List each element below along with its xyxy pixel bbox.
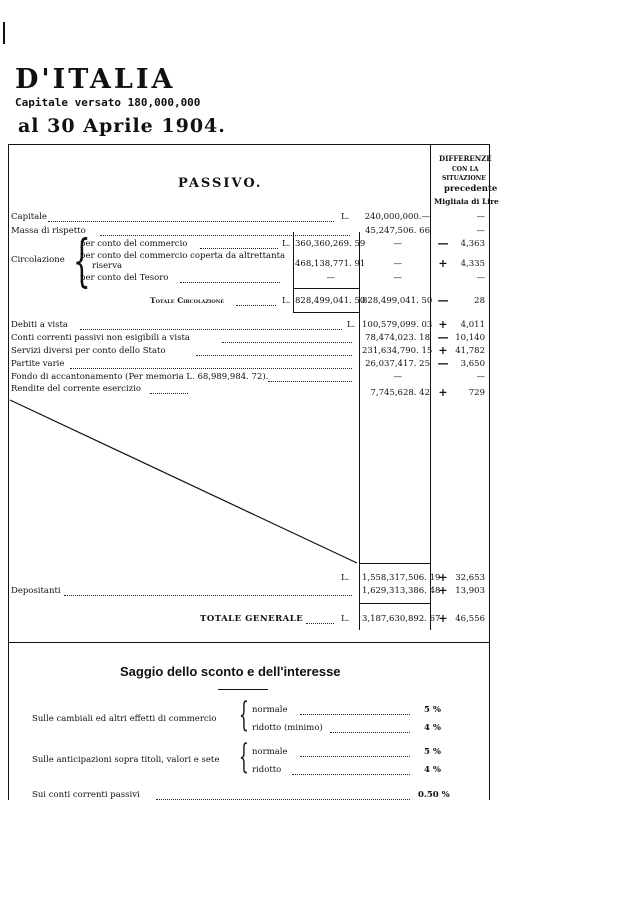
depositanti-label: Depositanti — [11, 586, 61, 596]
cambiali-label: Sulle cambiali ed altri effetti di commercio — [32, 714, 217, 724]
rendite-amount: 7,745,628. 42 — [370, 388, 430, 398]
rendite-sign: + — [438, 386, 448, 399]
diff-heading-1: DIFFERENZE — [439, 154, 492, 163]
totale-circolazione-sub: 828,499,041. 50 — [295, 296, 366, 306]
fondo-amount: — — [393, 372, 402, 382]
cambiali-ridotto-label: ridotto (minimo) — [252, 723, 323, 733]
circolazione-row-2-amount: — — [393, 259, 402, 269]
totale-circolazione-currency: L. — [282, 296, 291, 306]
conti-correnti-label: Conti correnti passivi non esigibili a vista — [11, 333, 190, 343]
partite-varie-label: Partite varie — [11, 359, 65, 369]
circolazione-row-3-amount: — — [393, 273, 402, 283]
circolazione-brace: { — [72, 229, 91, 294]
anticipazioni-brace: { — [238, 737, 249, 777]
diff-heading-3: SITUAZIONE — [442, 175, 486, 182]
circolazione-row-3-label: per conto del Tesoro — [80, 273, 169, 283]
capitale-diff: — — [476, 212, 485, 222]
totale-generale-diff: 46,556 — [455, 614, 485, 624]
depositanti-sign: + — [438, 584, 448, 597]
totale-generale-leader — [306, 623, 334, 624]
circolazione-row-2-sub: 468,138,771. 91 — [295, 259, 366, 269]
massa-diff: — — [476, 226, 485, 236]
circolazione-row-2-label-cont: riserva — [92, 261, 123, 271]
anticipazioni-ridotto-leader — [292, 774, 410, 775]
totale-circolazione-amount: 828,499,041. 50 — [362, 296, 433, 306]
totale-generale-amount: 3,187,630,892. 67 — [362, 614, 441, 624]
conti-passivi-rate: 0.50 % — [418, 790, 450, 800]
saggio-title-underline — [218, 689, 268, 690]
depositanti-leader — [64, 595, 352, 596]
circolazione-row-3-diff: — — [476, 273, 485, 283]
servizi-sign: + — [438, 344, 448, 357]
conti-passivi-leader — [156, 799, 410, 800]
circolazione-row-1-diff: 4,363 — [460, 239, 485, 249]
passivo-heading: PASSIVO. — [178, 176, 263, 191]
conti-correnti-sign: — — [437, 331, 449, 344]
servizi-label: Servizi diversi per conto dello Stato — [11, 346, 166, 356]
subtotal-currency: L. — [341, 573, 350, 583]
servizi-amount: 231,634,790. 15 — [362, 346, 433, 356]
subtotal-diff: 32,653 — [455, 573, 485, 583]
fondo-label: Fondo di accantonamento (Per memoria L. 68,989,984. 72). — [11, 372, 269, 382]
capitale-currency: L. — [341, 212, 350, 222]
anticipazioni-label: Sulle anticipazioni sopra titoli, valori e sete — [32, 755, 220, 765]
depositanti-diff: 13,903 — [455, 586, 485, 596]
fondo-diff: — — [476, 372, 485, 382]
report-date: al 30 Aprile 1904. — [18, 115, 226, 137]
circolazione-row-1-label: per conto del commercio — [80, 239, 188, 249]
anticipazioni-normale-leader — [300, 756, 410, 757]
debiti-currency: L. — [347, 320, 356, 330]
circolazione-row-1-sub: 360,360,269. 59 — [295, 239, 366, 249]
servizi-diff: 41,782 — [455, 346, 485, 356]
subtotal-rule — [359, 563, 430, 564]
totale-generale-top-rule — [359, 603, 430, 604]
debiti-sign: + — [438, 318, 448, 331]
cambiali-normale-rate: 5 % — [424, 705, 441, 715]
saggio-title: Saggio dello sconto e dell'interesse — [120, 664, 341, 679]
circolazione-row-2-sign: + — [438, 257, 448, 270]
subtotal-sign: + — [438, 571, 448, 584]
anticipazioni-ridotto-label: ridotto — [252, 765, 282, 775]
anticipazioni-normale-rate: 5 % — [424, 747, 441, 757]
debiti-amount: 100,579,099. 03 — [362, 320, 433, 330]
diff-heading-4: precedente — [444, 184, 498, 194]
totale-generale-currency: L. — [341, 614, 350, 624]
circolazione-row-3-sub: — — [326, 273, 335, 283]
totale-circolazione-sign: — — [437, 294, 449, 307]
cambiali-normale-label: normale — [252, 705, 288, 715]
rendite-label: Rendite del corrente esercizio — [11, 384, 142, 394]
conti-correnti-diff: 10,140 — [455, 333, 485, 343]
circolazione-row-1-amount: — — [393, 239, 402, 249]
cambiali-ridotto-leader — [330, 732, 410, 733]
capitale-amount: 240,000,000.— — [364, 212, 430, 222]
cambiali-normale-leader — [300, 714, 410, 715]
circolazione-row-1-currency: L. — [282, 239, 291, 249]
capitale-label: Capitale — [11, 212, 47, 222]
diff-heading-2: CON LA — [452, 166, 479, 173]
massa-label: Massa di rispetto — [11, 226, 86, 236]
cambiali-brace: { — [238, 695, 249, 735]
circolazione-label: Circolazione — [11, 255, 65, 265]
diff-heading-5: Migliaia di Lire — [434, 197, 499, 206]
subtotal-amount: 1,558,317,506. 19 — [362, 573, 441, 583]
circolazione-row-2-label: per conto del commercio coperta da altrettanta — [80, 251, 286, 261]
debiti-diff: 4,011 — [460, 320, 485, 330]
partite-varie-diff: 3,650 — [460, 359, 485, 369]
bank-title: D'ITALIA — [15, 64, 176, 95]
capital-note: Capitale versato 180,000,000 — [15, 96, 201, 109]
massa-amount: 45,247,506. 66 — [365, 226, 430, 236]
circolazione-row-1-sign: — — [437, 237, 449, 250]
partite-varie-amount: 26,037,417. 25 — [365, 359, 430, 369]
totale-circolazione-diff: 28 — [474, 296, 485, 306]
rendite-diff: 729 — [468, 388, 485, 398]
conti-passivi-label: Sui conti correnti passivi — [32, 790, 140, 800]
depositanti-amount: 1,629,313,386. 48 — [362, 586, 441, 596]
cambiali-ridotto-rate: 4 % — [424, 723, 441, 733]
partite-varie-sign: — — [437, 357, 449, 370]
conti-correnti-amount: 78,474,023. 18 — [365, 333, 430, 343]
totale-circolazione-label: Totale Circolazione — [150, 296, 225, 305]
circolazione-row-2-diff: 4,335 — [460, 259, 485, 269]
anticipazioni-normale-label: normale — [252, 747, 288, 757]
totale-generale-sign: + — [438, 612, 448, 625]
totale-generale-label: TOTALE GENERALE — [200, 614, 304, 624]
debiti-label: Debiti a vista — [11, 320, 68, 330]
anticipazioni-ridotto-rate: 4 % — [424, 765, 441, 775]
